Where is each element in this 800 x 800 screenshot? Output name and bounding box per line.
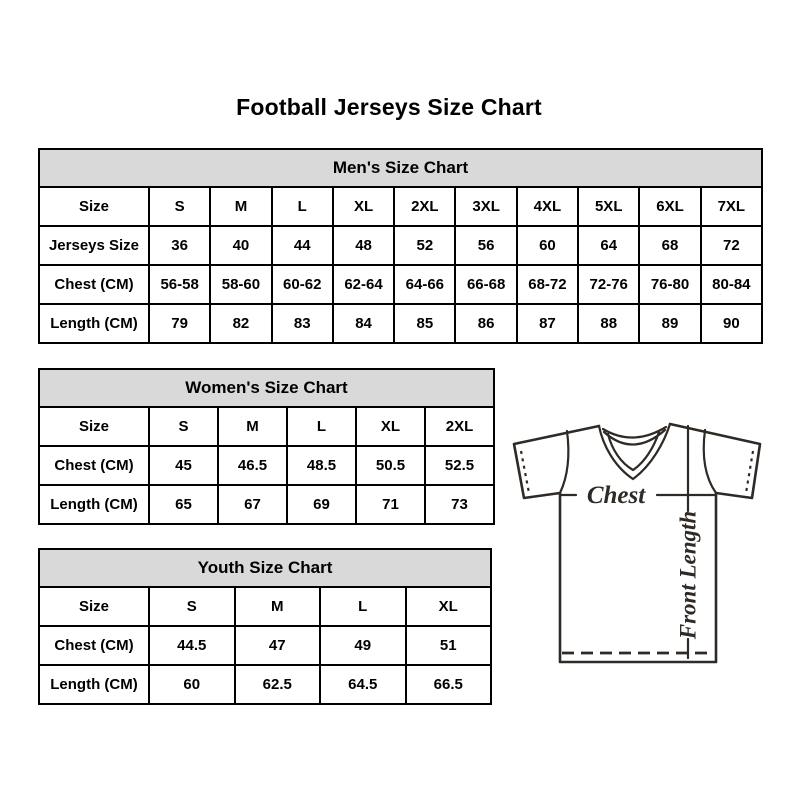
mens-table-body [39,187,762,343]
value-cell: 60 [149,665,235,704]
table-row [39,187,762,226]
row-header-cell: Length (CM) [39,304,149,343]
value-cell: 86 [455,304,516,343]
table-row [39,407,494,446]
right-sleeve-seam [704,430,716,493]
jersey-measurement-diagram [502,398,770,670]
row-header-cell: Size [39,407,149,446]
value-cell: 66-68 [455,265,516,304]
value-cell: S [149,587,235,626]
value-cell: XL [333,187,394,226]
value-cell: 60-62 [272,265,333,304]
value-cell: 49 [320,626,406,665]
mens-size-table [38,148,763,344]
value-cell: 64 [578,226,639,265]
front-length-label: Front Length [675,510,701,640]
value-cell: 44 [272,226,333,265]
value-cell: 3XL [455,187,516,226]
value-cell: 87 [517,304,578,343]
value-cell: 62.5 [235,665,321,704]
value-cell: 6XL [639,187,700,226]
page-title: Football Jerseys Size Chart [236,94,542,120]
value-cell: 82 [210,304,271,343]
table-row [39,587,491,626]
table-row [39,226,762,265]
value-cell: 72-76 [578,265,639,304]
value-cell: 52 [394,226,455,265]
value-cell: 65 [149,485,218,524]
jersey-outline [514,424,760,662]
value-cell: 44.5 [149,626,235,665]
left-sleeve-seam [560,431,568,493]
youth-table-title: Youth Size Chart [39,549,491,587]
value-cell: XL [406,587,492,626]
value-cell: 45 [149,446,218,485]
value-cell: 62-64 [333,265,394,304]
value-cell: L [272,187,333,226]
table-row [39,626,491,665]
value-cell: S [149,407,218,446]
row-header-cell: Size [39,587,149,626]
value-cell: XL [356,407,425,446]
value-cell: S [149,187,210,226]
section-header-row [39,549,491,587]
value-cell: 64.5 [320,665,406,704]
value-cell: L [287,407,356,446]
value-cell: 76-80 [639,265,700,304]
value-cell: 73 [425,485,494,524]
value-cell: 72 [701,226,762,265]
value-cell: 80-84 [701,265,762,304]
section-header-row [39,149,762,187]
youth-table-body [39,587,491,704]
value-cell: 85 [394,304,455,343]
value-cell: 64-66 [394,265,455,304]
row-header-cell: Length (CM) [39,665,149,704]
chest-label: Chest [586,482,646,509]
womens-table-title: Women's Size Chart [39,369,494,407]
value-cell: 56-58 [149,265,210,304]
row-header-cell: Chest (CM) [39,626,149,665]
row-header-cell: Size [39,187,149,226]
value-cell: 46.5 [218,446,287,485]
value-cell: M [235,587,321,626]
mens-table-title: Men's Size Chart [39,149,762,187]
value-cell: 2XL [394,187,455,226]
value-cell: 66.5 [406,665,492,704]
row-header-cell: Jerseys Size [39,226,149,265]
right-cuff-dotted-line [746,451,753,493]
womens-table-body [39,407,494,524]
value-cell: 88 [578,304,639,343]
value-cell: 67 [218,485,287,524]
value-cell: 83 [272,304,333,343]
value-cell: 2XL [425,407,494,446]
value-cell: M [218,407,287,446]
value-cell: 40 [210,226,271,265]
value-cell: 68 [639,226,700,265]
value-cell: 7XL [701,187,762,226]
value-cell: M [210,187,271,226]
value-cell: 5XL [578,187,639,226]
value-cell: 52.5 [425,446,494,485]
womens-size-table [38,368,495,525]
value-cell: 50.5 [356,446,425,485]
value-cell: 60 [517,226,578,265]
value-cell: 36 [149,226,210,265]
value-cell: 84 [333,304,394,343]
value-cell: 4XL [517,187,578,226]
value-cell: 90 [701,304,762,343]
value-cell: 47 [235,626,321,665]
section-header-row [39,369,494,407]
table-row [39,446,494,485]
value-cell: 68-72 [517,265,578,304]
value-cell: 56 [455,226,516,265]
value-cell: 48 [333,226,394,265]
row-header-cell: Chest (CM) [39,446,149,485]
value-cell: 69 [287,485,356,524]
value-cell: 58-60 [210,265,271,304]
value-cell: 48.5 [287,446,356,485]
value-cell: 89 [639,304,700,343]
value-cell: L [320,587,406,626]
value-cell: 71 [356,485,425,524]
table-row [39,304,762,343]
table-row [39,265,762,304]
value-cell: 79 [149,304,210,343]
table-row [39,665,491,704]
row-header-cell: Chest (CM) [39,265,149,304]
youth-size-table [38,548,492,705]
table-row [39,485,494,524]
row-header-cell: Length (CM) [39,485,149,524]
value-cell: 51 [406,626,492,665]
